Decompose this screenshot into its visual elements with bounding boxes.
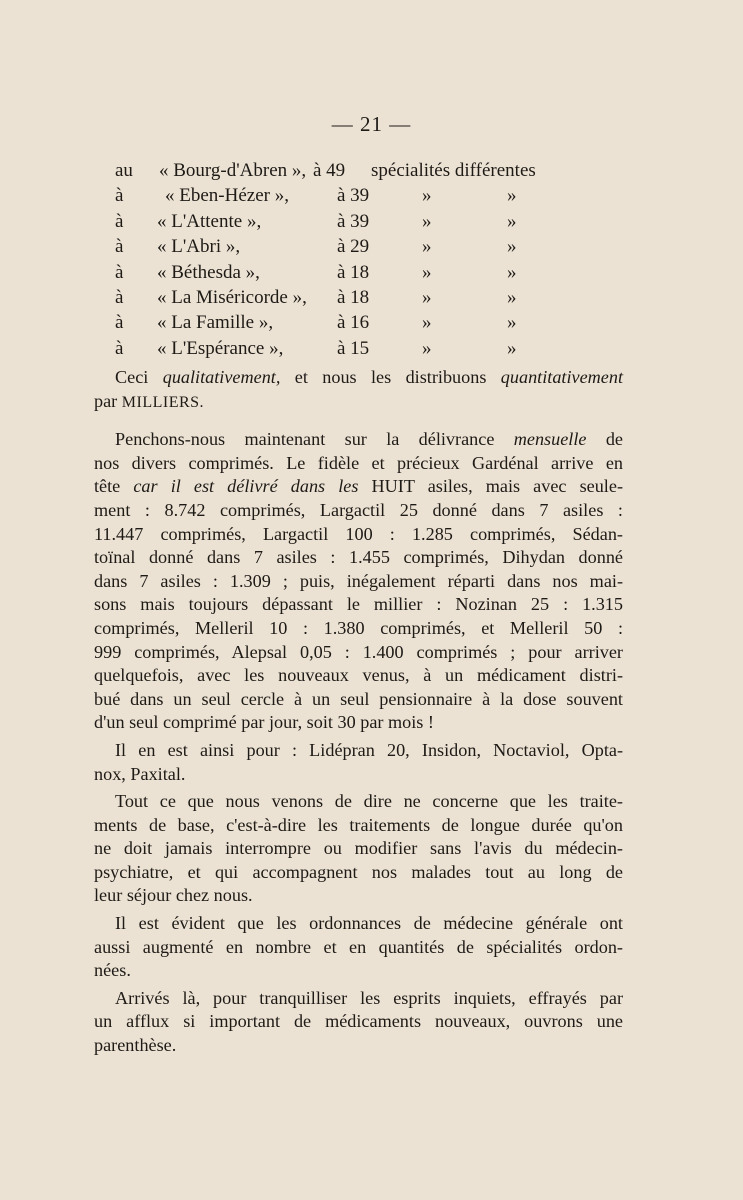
list-prep: à xyxy=(115,337,124,359)
list-prep: à xyxy=(115,261,124,283)
text-run: Penchons-nous maintenant sur la délivrance xyxy=(115,429,495,450)
list-prep: à xyxy=(115,312,124,334)
paragraph-other-drugs xyxy=(94,739,623,786)
list-item xyxy=(115,183,635,208)
list-ditto-mark: » xyxy=(422,337,432,359)
text-line: dans 7 asiles : 1.309 ; puis, inégalement réparti dans nos mai- xyxy=(94,570,623,591)
list-ditto-mark: » xyxy=(507,312,517,334)
list-ditto-mark: » xyxy=(422,312,432,334)
list-prep: au xyxy=(115,160,133,181)
emphasis-text: mensuelle xyxy=(513,429,587,450)
emphasis-text: quantitativement xyxy=(500,367,624,387)
text-run: Ceci xyxy=(115,367,149,387)
list-asylum-name: « Bourg-d'Abren », xyxy=(159,160,307,181)
text-line xyxy=(94,475,623,499)
text-line: nées. xyxy=(94,960,131,981)
list-ditto-mark: » xyxy=(507,286,517,308)
text-line: Tout ce que nous venons de dire ne concerne que les traite- xyxy=(115,791,623,812)
list-ditto-mark: » xyxy=(507,210,517,232)
text-line: Il en est ainsi pour : Lidépran 20, Insidon, Noctaviol, Opta- xyxy=(115,739,623,760)
list-ditto-mark: » xyxy=(422,210,432,232)
text-line: un afflux si important de médicaments nouveaux, ouvrons une xyxy=(94,1011,623,1032)
list-count: à 39 xyxy=(337,185,370,207)
list-asylum-name: « L'Attente », xyxy=(157,210,262,232)
list-ditto-mark: » xyxy=(507,337,517,359)
page-number: — 21 — xyxy=(331,112,412,136)
list-item xyxy=(115,336,635,361)
list-item xyxy=(115,260,635,285)
body-text xyxy=(94,366,624,1058)
text-line: psychiatre, et qui accompagnent nos malades tout au long de xyxy=(94,861,623,882)
text-run: tête xyxy=(94,476,121,497)
text-line: 11.447 comprimés, Largactil 100 : 1.285 comprimés, Sédan- xyxy=(94,523,623,544)
list-ditto-mark: » xyxy=(422,185,432,207)
list-ditto-mark: » xyxy=(507,185,517,207)
text-line: aussi augmenté en nombre et en quantités de spécialités ordon- xyxy=(94,936,623,957)
asylum-specialties-list xyxy=(115,158,635,361)
list-count: à 15 xyxy=(337,337,370,359)
paragraph-monthly-delivery xyxy=(94,428,623,735)
list-ditto-mark: » xyxy=(422,286,432,308)
text-line: comprimés, Melleril 10 : 1.380 comprimés, et Melleril 50 : xyxy=(94,617,623,638)
list-item xyxy=(115,310,635,335)
list-prep: à xyxy=(115,236,124,258)
text-line xyxy=(94,428,623,452)
paragraph-general-medicine xyxy=(94,912,623,983)
text-line: quelquefois, avec les nouveaux venus, à un médicament distri- xyxy=(94,665,623,686)
text-line xyxy=(115,366,623,390)
text-line: ne doit jamais interrompre ou modifier sans l'avis du médecin- xyxy=(94,838,623,859)
list-ditto-mark: » xyxy=(507,261,517,283)
emphasis-text: car il est délivré dans les xyxy=(133,476,359,497)
text-run: de xyxy=(605,429,623,450)
list-ditto-mark: » xyxy=(422,236,432,258)
text-line xyxy=(94,390,623,415)
text-line: ment : 8.742 comprimés, Largactil 25 donné dans 7 asiles : xyxy=(94,499,623,520)
text-line: d'un seul comprimé par jour, soit 30 par mois ! xyxy=(94,712,434,733)
list-asylum-name: « L'Espérance », xyxy=(157,337,284,359)
list-item xyxy=(115,285,635,310)
text-line: parenthèse. xyxy=(94,1035,177,1056)
list-ditto-mark: » xyxy=(507,236,517,258)
list-asylum-name: « Eben-Hézer », xyxy=(165,185,289,207)
list-prep: à xyxy=(115,210,124,232)
list-count: à 39 xyxy=(337,210,370,232)
list-item xyxy=(115,209,635,234)
text-line: Arrivés là, pour tranquilliser les esprits inquiets, effrayés par xyxy=(115,987,623,1008)
list-asylum-name: « Béthesda », xyxy=(157,261,260,283)
list-prep: à xyxy=(115,185,124,207)
list-item xyxy=(115,234,635,259)
list-prep: à xyxy=(115,286,124,308)
emphasis-text: qualitativement, xyxy=(162,367,281,387)
list-specialties-label: spécialités différentes xyxy=(371,160,536,181)
list-ditto-mark: » xyxy=(422,261,432,283)
list-count: à 49 xyxy=(313,160,346,181)
list-count: à 16 xyxy=(337,312,370,334)
paragraph-base-treatments xyxy=(94,790,623,908)
text-line: sons mais toujours dépassant le millier : Nozinan 25 : 1.315 xyxy=(94,594,623,615)
text-line: leur séjour chez nous. xyxy=(94,885,253,906)
paragraph-parenthesis xyxy=(94,987,623,1058)
text-line: toïnal donné dans 7 asiles : 1.455 comprimés, Dihydan donné xyxy=(94,547,623,568)
text-line: Il est évident que les ordonnances de médecine générale ont xyxy=(115,913,623,934)
text-run: par xyxy=(94,390,118,411)
text-run: et nous les distribuons xyxy=(294,367,487,387)
text-line: nox, Paxital. xyxy=(94,763,186,784)
list-asylum-name: « L'Abri », xyxy=(157,236,241,258)
text-line: ments de base, c'est-à-dire les traitements de longue durée qu'on xyxy=(94,814,623,835)
list-item xyxy=(115,158,635,183)
text-line: nos divers comprimés. Le fidèle et précieux Gardénal arrive en xyxy=(94,452,623,473)
paragraph-qualitative xyxy=(94,366,624,414)
text-line: 999 comprimés, Alepsal 0,05 : 1.400 comprimés ; pour arriver xyxy=(94,641,623,662)
list-asylum-name: « La Famille », xyxy=(157,312,274,334)
text-line: bué dans un seul cercle à un seul pensionnaire à la dose souvent xyxy=(94,688,623,709)
list-asylum-name: « La Miséricorde », xyxy=(157,286,307,308)
text-run: HUIT asiles, mais avec seule- xyxy=(371,476,623,497)
list-count: à 18 xyxy=(337,261,370,283)
list-count: à 18 xyxy=(337,286,370,308)
list-count: à 29 xyxy=(337,236,370,258)
small-caps-text: MILLIERS. xyxy=(121,393,205,411)
